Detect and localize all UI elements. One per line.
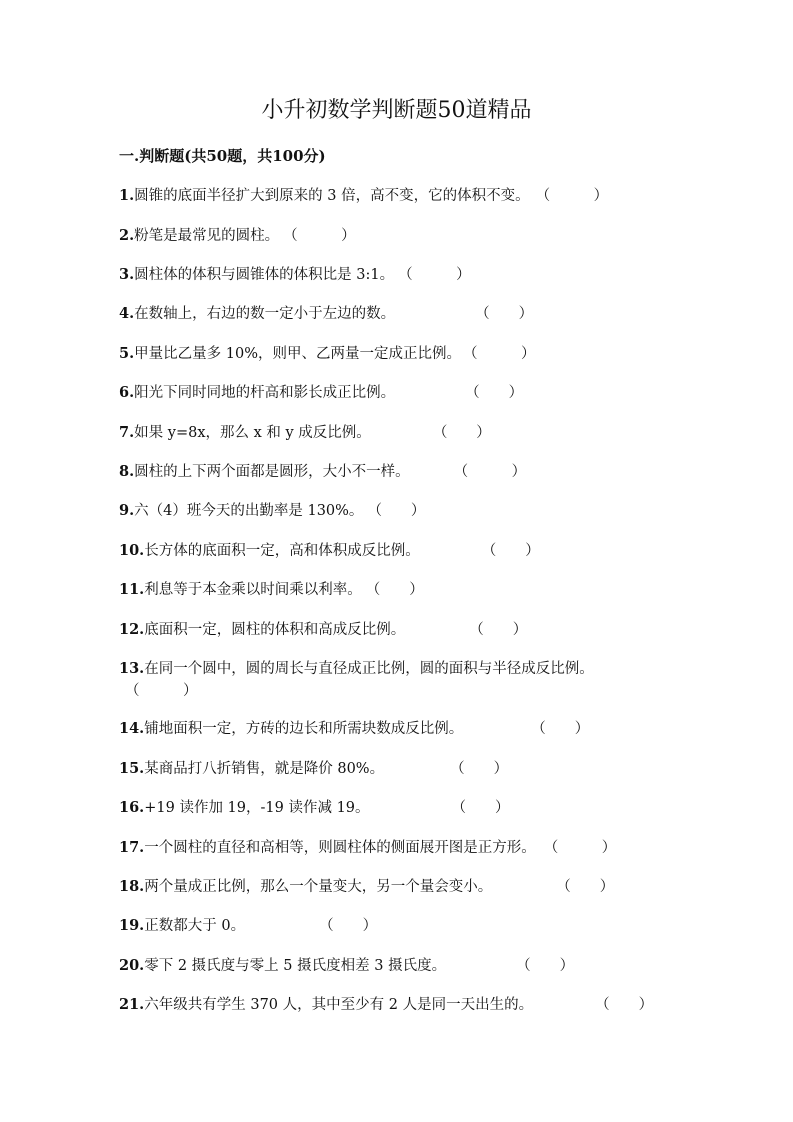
question-number: 1.	[119, 187, 135, 204]
answer-blank[interactable]: （ ）	[475, 306, 534, 322]
answer-blank[interactable]: （ ）	[450, 761, 509, 777]
question-item	[119, 422, 491, 444]
question-number: 21.	[119, 996, 145, 1013]
question-item	[119, 994, 653, 1016]
question-item	[119, 500, 425, 522]
answer-blank[interactable]: （ ）	[465, 385, 524, 401]
question-text: 长方体的底面积一定，高和体积成反比例。	[144, 543, 420, 559]
question-text: 零下 2 摄氏度与零上 5 摄氏度相差 3 摄氏度。	[144, 958, 447, 974]
question-item	[119, 461, 526, 483]
question-number: 15.	[119, 760, 145, 777]
question-item	[119, 382, 523, 404]
question-text: 六（4）班今天的出勤率是 130%。	[134, 503, 364, 519]
answer-blank[interactable]: （ ）	[535, 188, 609, 204]
question-text: 粉笔是最常见的圆柱。	[134, 228, 280, 244]
question-number: 6.	[119, 384, 135, 401]
question-number: 19.	[119, 917, 145, 934]
question-item	[119, 876, 614, 898]
question-text: 在数轴上，右边的数一定小于左边的数。	[134, 306, 396, 322]
question-text: 圆柱的上下两个面都是圆形，大小不一样。	[134, 464, 410, 480]
question-number: 10.	[119, 542, 145, 559]
question-text: 六年级共有学生 370 人，其中至少有 2 人是同一天出生的。	[144, 997, 534, 1013]
question-text: 利息等于本金乘以时间乘以利率。	[144, 582, 362, 598]
answer-blank[interactable]: （ ）	[462, 346, 536, 362]
answer-blank[interactable]: （ ）	[469, 622, 528, 638]
answer-blank[interactable]: （ ）	[398, 267, 471, 283]
question-number: 17.	[119, 839, 145, 856]
question-item	[119, 343, 535, 365]
answer-blank[interactable]: （ ）	[283, 228, 356, 244]
question-text: 如果 y=8x，那么 x 和 y 成反比例。	[134, 425, 371, 441]
question-item	[119, 718, 589, 740]
question-item	[119, 264, 471, 286]
question-text: 阳光下同时同地的杆高和影长成正比例。	[134, 385, 396, 401]
answer-blank[interactable]: （ ）	[516, 958, 575, 974]
question-number: 9.	[119, 502, 135, 519]
question-number: 13.	[119, 660, 145, 677]
answer-blank[interactable]: （ ）	[451, 800, 510, 816]
answer-blank[interactable]: （ ）	[319, 918, 378, 934]
question-item	[119, 540, 540, 562]
question-number: 18.	[119, 878, 145, 895]
question-text: 甲量比乙量多 10%，则甲、乙两量一定成正比例。	[134, 346, 461, 362]
question-item	[119, 837, 616, 859]
question-item	[119, 955, 574, 977]
question-text: 在同一个圆中，圆的周长与直径成正比例，圆的面积与半径成反比例。	[144, 661, 594, 677]
question-number: 8.	[119, 463, 135, 480]
question-item	[119, 185, 608, 207]
question-text: 铺地面积一定，方砖的边长和所需块数成反比例。	[144, 721, 464, 737]
question-item	[119, 658, 594, 702]
question-number: 7.	[119, 424, 135, 441]
answer-blank[interactable]: （ ）	[531, 721, 590, 737]
answer-blank[interactable]: （ ）	[367, 503, 426, 519]
answer-blank[interactable]: （ ）	[365, 582, 424, 598]
question-number: 20.	[119, 957, 145, 974]
answer-blank[interactable]: （ ）	[453, 464, 527, 480]
question-item	[119, 797, 510, 819]
question-number: 12.	[119, 621, 145, 638]
answer-blank[interactable]: （ ）	[432, 425, 491, 441]
question-text: +19 读作加 19，-19 读作减 19。	[144, 800, 370, 816]
question-number: 5.	[119, 345, 135, 362]
question-text: 某商品打八折销售，就是降价 80%。	[144, 761, 385, 777]
question-number: 4.	[119, 305, 135, 322]
question-number: 11.	[119, 581, 145, 598]
question-text: 圆锥的底面半径扩大到原来的 3 倍，高不变，它的体积不变。	[134, 188, 530, 204]
question-text: 两个量成正比例，那么一个量变大，另一个量会变小。	[144, 879, 493, 895]
answer-blank[interactable]: （ ）	[595, 997, 654, 1013]
question-text: 圆柱体的体积与圆锥体的体积比是 3:1。	[134, 267, 395, 283]
answer-blank[interactable]: （ ）	[556, 879, 615, 895]
question-item	[119, 758, 508, 780]
question-number: 2.	[119, 227, 135, 244]
question-item	[119, 579, 424, 601]
question-number: 3.	[119, 266, 135, 283]
question-text: 一个圆柱的直径和高相等，则圆柱体的侧面展开图是正方形。	[144, 840, 536, 856]
question-item	[119, 225, 356, 247]
answer-blank[interactable]: （ ）	[125, 683, 198, 699]
question-item	[119, 303, 533, 325]
answer-blank[interactable]: （ ）	[481, 543, 540, 559]
page-title: 小升初数学判断题50道精品	[261, 98, 532, 123]
question-number: 16.	[119, 799, 145, 816]
question-item	[119, 915, 377, 937]
answer-blank[interactable]: （ ）	[543, 840, 617, 856]
question-item	[119, 619, 527, 641]
question-number: 14.	[119, 720, 145, 737]
question-text: 正数都大于 0。	[144, 918, 246, 934]
question-text: 底面积一定，圆柱的体积和高成反比例。	[144, 622, 406, 638]
section-heading: 一.判断题(共50题，共100分)	[119, 147, 326, 165]
